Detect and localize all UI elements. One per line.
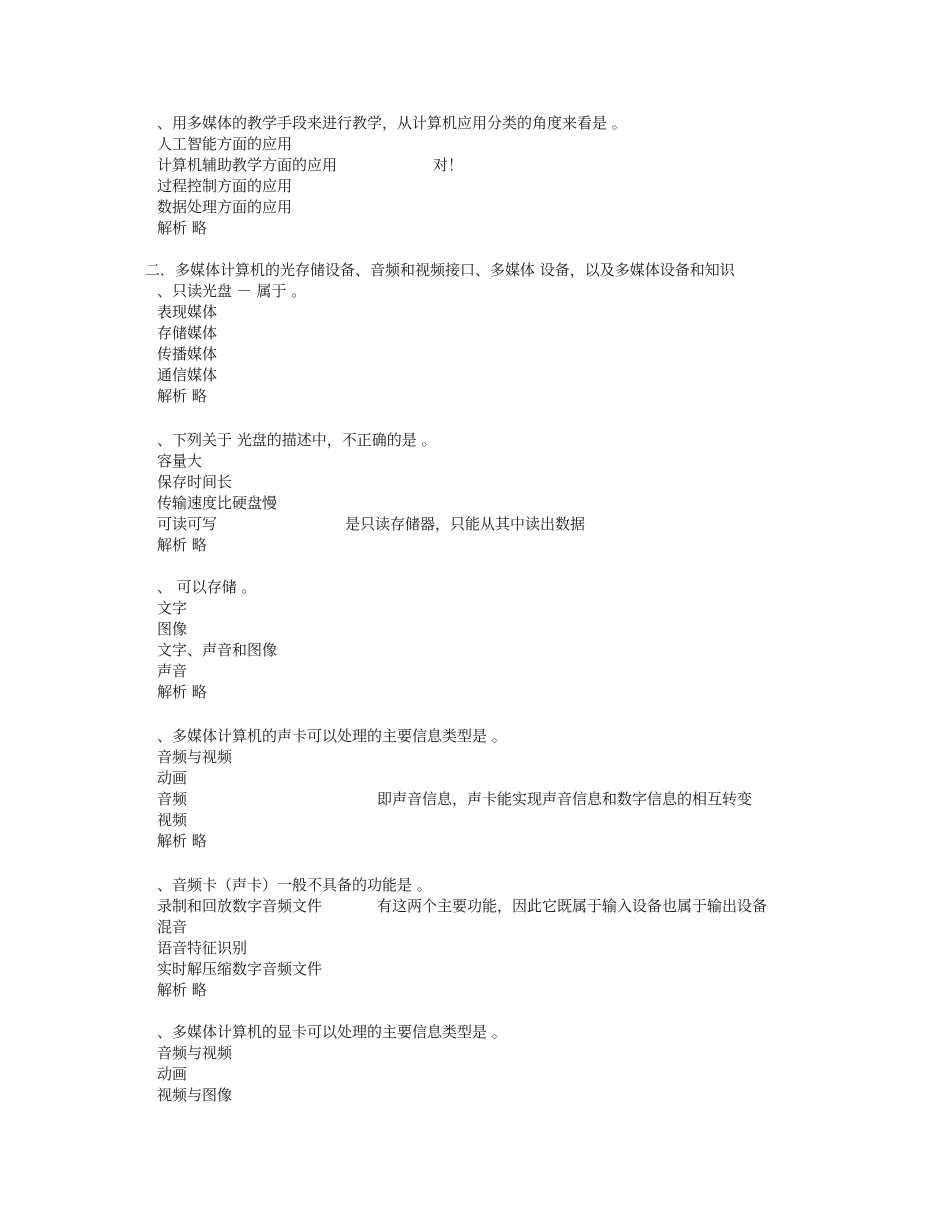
- question-1-option-b: 计算机辅助教学方面的应用: [157, 156, 338, 174]
- question-2-option-d: 通信媒体: [157, 366, 218, 384]
- question-3-option-d: 可读可写: [157, 515, 218, 533]
- question-7-option-c: 视频与图像: [157, 1086, 233, 1104]
- question-1-note: 对！: [433, 156, 464, 174]
- question-2-analysis: 解析 略: [157, 387, 207, 405]
- question-4-option-c: 文字、声音和图像: [157, 641, 278, 659]
- question-7-option-b: 动画: [157, 1065, 188, 1083]
- question-6-analysis: 解析 略: [157, 981, 207, 999]
- question-1-option-d: 数据处理方面的应用: [157, 198, 293, 216]
- question-6-option-d: 实时解压缩数字音频文件: [157, 960, 323, 978]
- question-6-text: 、音频卡（声卡）一般不具备的功能是 。: [157, 876, 432, 894]
- question-3-analysis: 解析 略: [157, 536, 207, 554]
- question-1-analysis: 解析 略: [157, 219, 207, 237]
- question-6-option-a: 录制和回放数字音频文件: [157, 897, 323, 915]
- question-4-analysis: 解析 略: [157, 683, 207, 701]
- question-5-option-a: 音频与视频: [157, 748, 233, 766]
- question-7-text: 、多媒体计算机的显卡可以处理的主要信息类型是 。: [157, 1023, 507, 1041]
- question-4-option-d: 声音: [157, 662, 188, 680]
- question-3-option-a: 容量大: [157, 452, 203, 470]
- question-1-text: 、用多媒体的教学手段来进行教学，从计算机应用分类的角度来看是 。: [157, 114, 627, 132]
- question-2-option-a: 表现媒体: [157, 303, 218, 321]
- question-2-text: 、只读光盘 － 属于 。: [157, 282, 307, 300]
- question-5-note: 即声音信息，声卡能实现声音信息和数字信息的相互转变: [377, 790, 753, 808]
- question-7-option-a: 音频与视频: [157, 1044, 233, 1062]
- question-6-option-b: 混音: [157, 918, 188, 936]
- question-2-option-b: 存储媒体: [157, 324, 218, 342]
- question-3-text: 、下列关于 光盘的描述中，不正确的是 。: [157, 431, 437, 449]
- question-1-option-a: 人工智能方面的应用: [157, 135, 293, 153]
- question-5-analysis: 解析 略: [157, 832, 207, 850]
- question-4-option-a: 文字: [157, 599, 188, 617]
- question-1-option-c: 过程控制方面的应用: [157, 177, 293, 195]
- question-5-text: 、多媒体计算机的声卡可以处理的主要信息类型是 。: [157, 727, 507, 745]
- question-5-option-c: 音频: [157, 790, 188, 808]
- question-6-option-c: 语音特征识别: [157, 939, 248, 957]
- question-3-note: 是只读存储器，只能从其中读出数据: [345, 515, 586, 533]
- question-5-option-b: 动画: [157, 769, 188, 787]
- question-2-option-c: 传播媒体: [157, 345, 218, 363]
- section-heading: 二．多媒体计算机的光存储设备、音频和视频接口、多媒体 设备，以及多媒体设备和知识: [145, 261, 735, 279]
- question-6-note: 有这两个主要功能，因此它既属于输入设备也属于输出设备: [377, 897, 768, 915]
- question-3-option-b: 保存时间长: [157, 473, 233, 491]
- question-3-option-c: 传输速度比硬盘慢: [157, 494, 278, 512]
- question-4-option-b: 图像: [157, 620, 188, 638]
- question-4-text: 、 可以存储 。: [157, 578, 257, 596]
- question-5-option-d: 视频: [157, 811, 188, 829]
